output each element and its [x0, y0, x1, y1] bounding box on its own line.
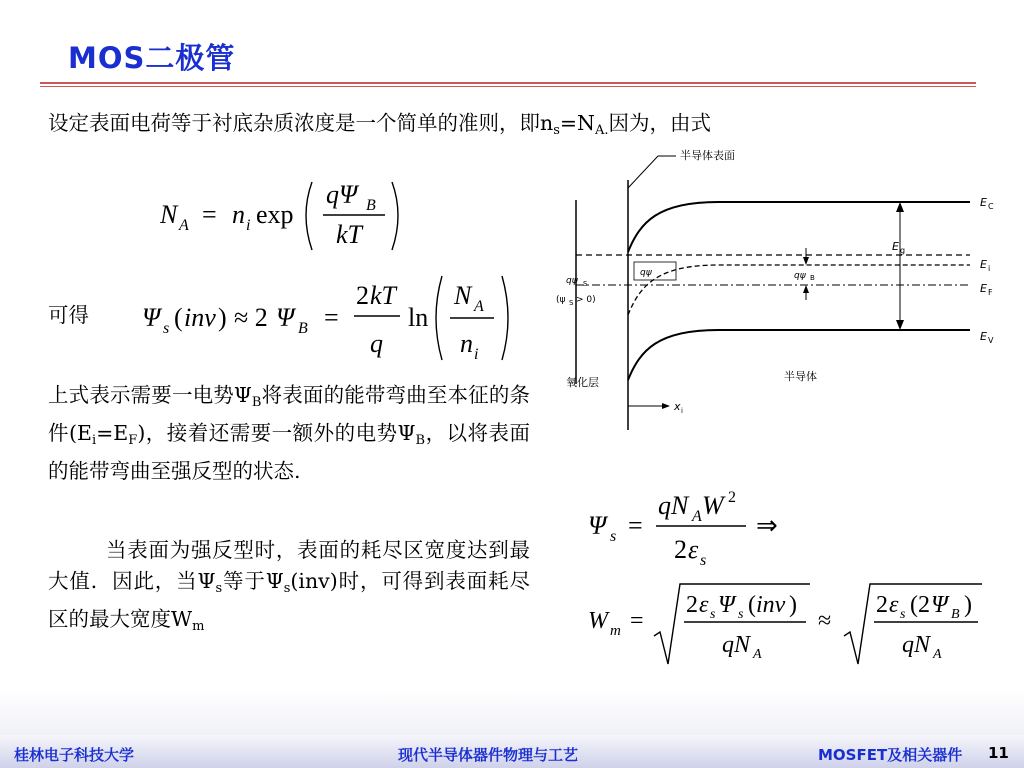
svg-text:): ) — [789, 592, 797, 618]
svg-text:n: n — [460, 329, 473, 358]
svg-text:B: B — [951, 607, 960, 622]
title-rule — [40, 82, 976, 84]
svg-text:x: x — [674, 400, 681, 413]
svg-text:B: B — [366, 197, 376, 214]
footer-university: 桂林电子科技大学 — [14, 746, 135, 764]
svg-text:2: 2 — [686, 592, 698, 618]
svg-text:i: i — [246, 217, 251, 234]
svg-text:(ψ: (ψ — [556, 295, 566, 305]
svg-text:A: A — [753, 647, 762, 662]
svg-text:(: ( — [748, 592, 756, 618]
svg-text:ε: ε — [699, 592, 709, 618]
svg-text:E: E — [980, 196, 987, 209]
svg-text:Ψ: Ψ — [931, 592, 948, 618]
svg-text:qΨ: qΨ — [326, 180, 358, 209]
svg-text:n: n — [232, 200, 245, 229]
svg-text:A: A — [692, 508, 702, 525]
svg-text:> 0): > 0) — [576, 295, 596, 305]
title-rule-thin — [40, 86, 976, 87]
svg-text:F: F — [988, 288, 993, 297]
svg-text:S: S — [583, 280, 588, 288]
svg-text:E: E — [980, 330, 987, 343]
svg-text:inv: inv — [756, 592, 786, 618]
svg-text:exp: exp — [256, 200, 294, 229]
svg-text:Ψ: Ψ — [718, 592, 735, 618]
svg-text:inv: inv — [184, 303, 216, 332]
page-title: MOS二极管 — [68, 41, 236, 75]
svg-text:s: s — [738, 607, 744, 622]
svg-text:qψ: qψ — [794, 271, 806, 281]
footer-page-number: 11 — [988, 744, 1009, 762]
svg-text:s: s — [700, 552, 707, 569]
svg-text:m: m — [610, 623, 621, 639]
svg-text:): ) — [964, 592, 972, 618]
svg-text:qψ: qψ — [640, 268, 652, 278]
formula-wm — [588, 578, 988, 673]
svg-text:2: 2 — [356, 281, 369, 310]
surface-label: 半导体表面 — [680, 149, 735, 162]
svg-text:E: E — [980, 282, 987, 295]
svg-text:2: 2 — [876, 592, 888, 618]
svg-text:2: 2 — [728, 489, 736, 506]
svg-text:E: E — [980, 258, 987, 271]
svg-text:s: s — [163, 320, 170, 337]
formula-psi-inv — [142, 268, 522, 368]
svg-text:=: = — [202, 200, 217, 229]
svg-text:A: A — [179, 217, 189, 234]
formula-na — [160, 170, 420, 260]
svg-text:g: g — [900, 246, 906, 255]
svg-text:Ψ: Ψ — [276, 303, 295, 332]
svg-text:Ψ: Ψ — [142, 303, 161, 332]
footer — [0, 735, 1024, 768]
svg-text:C: C — [988, 202, 994, 211]
svg-text:qN: qN — [658, 491, 689, 520]
svg-text:ln: ln — [408, 303, 429, 332]
svg-text:(: ( — [174, 303, 183, 332]
svg-text:⇒: ⇒ — [756, 511, 778, 540]
svg-text:Ψ: Ψ — [588, 511, 607, 540]
svg-text:=: = — [324, 303, 339, 332]
svg-text:W: W — [702, 491, 724, 520]
paragraph-2: 当表面为强反型时，表面的耗尽区宽度达到最大值．因此，当$\Psi_s$等于$\Psi_s(inv)$时，可得到表面耗尽区的最大宽度$W_m$ — [48, 538, 530, 634]
svg-text:A: A — [474, 298, 484, 315]
svg-text:B: B — [298, 320, 308, 337]
band-diagram — [548, 140, 1008, 440]
svg-text:2: 2 — [674, 535, 687, 564]
kede-label: 可得 — [48, 303, 89, 327]
svg-text:q: q — [370, 329, 383, 358]
svg-text:=: = — [630, 608, 644, 634]
svg-text:W: W — [588, 608, 608, 634]
svg-text:A: A — [933, 647, 942, 662]
svg-text:qN: qN — [902, 632, 931, 658]
footer-gradient — [0, 690, 1024, 735]
svg-text:氧化层: 氧化层 — [566, 376, 599, 389]
intro-text: 设定表面电荷等于衬底杂质浓度是一个简单的准则，即$n_s=N_{A.}$因为，由式 — [48, 111, 712, 138]
svg-text:i: i — [988, 264, 991, 273]
svg-text:=: = — [628, 511, 643, 540]
svg-text:): ) — [218, 303, 227, 332]
footer-chapter: MOSFET及相关器件 — [818, 746, 963, 764]
svg-text:半导体: 半导体 — [784, 370, 817, 383]
svg-text:≈ 2: ≈ 2 — [234, 303, 268, 332]
svg-text:qN: qN — [722, 632, 751, 658]
svg-text:s: s — [610, 528, 617, 545]
svg-text:≈: ≈ — [818, 608, 832, 634]
svg-text:E: E — [892, 240, 899, 253]
svg-text:(2: (2 — [910, 592, 930, 618]
svg-text:i: i — [681, 407, 683, 415]
svg-text:S: S — [569, 299, 574, 307]
svg-text:kT: kT — [336, 220, 362, 249]
svg-text:B: B — [810, 274, 815, 282]
paragraph-1: 上式表示需要一电势$\Psi_B$将表面的能带弯曲至本征的条件$(E_i=E_F)$，接着还需要一额外的电势$\Psi_B$，以将表面的能带弯曲至强反型的状态. — [48, 383, 530, 483]
svg-text:kT: kT — [370, 281, 396, 310]
svg-text:i: i — [474, 346, 479, 363]
footer-course: 现代半导体器件物理与工艺 — [398, 746, 579, 764]
svg-text:qψ: qψ — [566, 276, 578, 286]
formula-psis — [588, 484, 818, 574]
svg-text:s: s — [900, 607, 906, 622]
svg-text:s: s — [710, 607, 716, 622]
svg-text:N: N — [454, 281, 472, 310]
svg-text:ε: ε — [889, 592, 899, 618]
svg-text:ε: ε — [688, 535, 699, 564]
svg-text:N: N — [160, 200, 178, 229]
svg-text:V: V — [988, 336, 994, 345]
